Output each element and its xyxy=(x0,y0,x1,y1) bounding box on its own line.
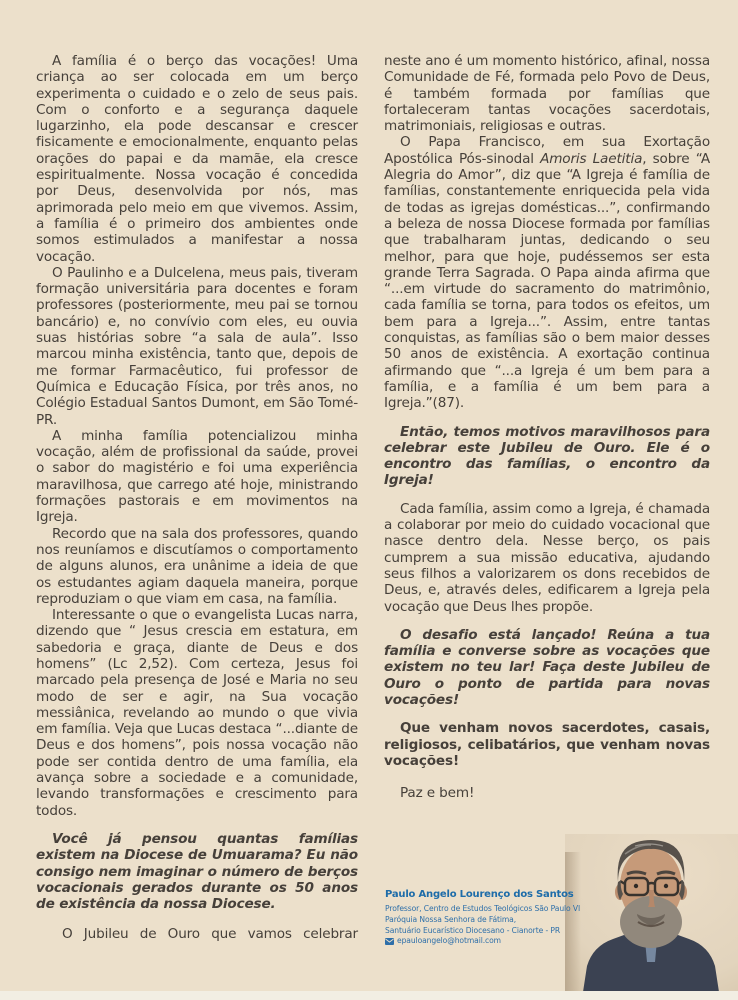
article-paragraph: neste ano é um momento histórico, afinal, nossa Comunidade de Fé, formada pelo Povo de Deus, é também formada por famílias que fortaleceram tantas vocações sacerdotais, matrimoniais, religiosas e outras. xyxy=(384,53,710,135)
article-closing: Paz e bem! xyxy=(400,785,475,802)
article-bold-paragraph: Que venham novos sacerdotes, casais, religiosos, celibatários, que venham novas vocações! xyxy=(384,720,710,769)
article-paragraph: Recordo que na sala dos professores, quando nos reuníamos e discutíamos o comportamento de alguns alunos, era unânime a ideia de que os estudantes agiam daquela maneira, porque reproduziam o que viam em casa, na família. xyxy=(36,525,358,607)
article-paragraph: A minha família potencializou minha vocação, além de profissional da saúde, provei o sabor do magistério e foi uma experiência maravilhosa, que carrego até hoje, ministrando formações pastorais e em movimentos na Igreja. xyxy=(36,427,358,526)
author-title: Paróquia Nossa Senhora de Fátima, xyxy=(385,914,517,924)
article-pull-paragraph: O desafio está lançado! Reúna a tua família e converse sobre as vocações que existem no teu lar! Faça deste Jubileu de Ouro o ponto de partida para novas vocações! xyxy=(384,626,710,708)
author-email: epauloangelo@hotmail.com xyxy=(397,936,501,946)
envelope-icon xyxy=(385,938,394,945)
author-photo xyxy=(565,834,738,992)
author-photo-illustration xyxy=(565,834,738,992)
article-pull-paragraph: Então, temos motivos maravilhosos para celebrar este Jubileu de Ouro. Ele é o encontro das famílias, o encontro da Igreja! xyxy=(384,423,710,489)
author-title: Santuário Eucarístico Diocesano - Cianorte - PR xyxy=(385,925,561,935)
article-paragraph: Interessante o que o evangelista Lucas narra, dizendo que “ Jesus crescia em estatura, em sabedoria e graça, diante de Deus e dos homens” (Lc 2,52). Com certeza, Jesus foi marcado pela presença de José e Maria no seu modo de ser e agir, na Sua vocação messiânica, revelando ao mundo o que vivia em família. Veja que Lucas destaca “...diante de Deus e dos homens”, pois nossa vocação não pode ser contida dentro de uma família, ela avança sobre a sociedade e a comunidade, levando transformações e crescimento para todos. xyxy=(36,607,358,819)
article-paragraph: O Jubileu de Ouro que vamos celebrar xyxy=(62,926,358,943)
article-paragraph: A família é o berço das vocações! Uma criança ao ser colocada em um berço experimenta o cuidado e o zelo de seus pais. Com o conforto e a segurança daquele lugarzinho, ela pode descansar e crescer fisicamente e emocionalmente, enquanto pelas orações do papai e da mamãe, ela cresce espiritualmente. Nossa vocação é concedida por Deus, desenvolvida por nós, mas aprimorada pelo meio em que vivemos. Assim, a família é o primeiro dos ambientes onde somos estimulados a manifestar a nossa vocação. xyxy=(36,53,358,265)
right-column xyxy=(384,53,710,801)
author-email-line xyxy=(385,936,585,947)
article-pull-paragraph: Você já pensou quantas famílias existem na Diocese de Umuarama? Eu não consigo nem imaginar o número de berços vocacionais gerados durante os 50 anos de existência da nossa Diocese. xyxy=(36,830,358,913)
article-paragraph: O Paulinho e a Dulcelena, meus pais, tiveram formação universitária para docentes e foram professores (posteriormente, meu pai se tornou bancário) e, no convívio com eles, eu ouvia suas histórias sobre “a sala de aula”. Isso marcou minha existência, tanto que, depois de me formar Farmacêutico, fui professor de Química e Educação Física, por três anos, no Colégio Estadual Santos Dumont, em São Tomé-PR. xyxy=(36,264,358,428)
article-paragraph: Cada família, assim como a Igreja, é chamada a colaborar por meio do cuidado vocacional que nasce dentro dela. Nesse berço, os pais cumprem a sua missão educativa, ajudando seus filhos a valorizarem os dons recebidos de Deus, e, através deles, edificarem a Igreja pela vocação que Deus lhes propõe. xyxy=(384,500,710,615)
author-name: Paulo Angelo Lourenço dos Santos xyxy=(385,889,574,900)
paragraph-text: , sobre “A Alegria do Amor”, diz que “A Igreja é família de famílias, constantemente enriquecida pela vida de todas as igrejas domésticas...”, confirmando a beleza de nossa Diocese formada por famílias que trabalharam juntas, dedicando o seu melhor, para que hoje, pudéssemos ser esta grande Terra Sagrada. O Papa ainda afirma que “...em virtude do sacramento do matrimônio, cada família se torna, para todos os efeitos, um bem para a Igreja...”. Assim, entre tantas conquistas, as famílias são o bem maior desses 50 anos de existência. A exortação continua afirmando que “...a Igreja é um bem para a família, e a família é um bem para a Igreja.”(87). xyxy=(384,150,710,412)
book-title-italic: Amoris Laetitia xyxy=(540,150,643,167)
page-bottom-edge xyxy=(0,991,738,1000)
author-credit xyxy=(385,889,585,947)
author-title: Professor, Centro de Estudos Teológicos São Paulo VI xyxy=(385,904,581,913)
paragraph-text: O Papa Francisco, em sua Exortação Apostólica Pós-sinodal xyxy=(384,134,710,167)
article-paragraph xyxy=(384,134,710,411)
left-column xyxy=(36,53,358,943)
